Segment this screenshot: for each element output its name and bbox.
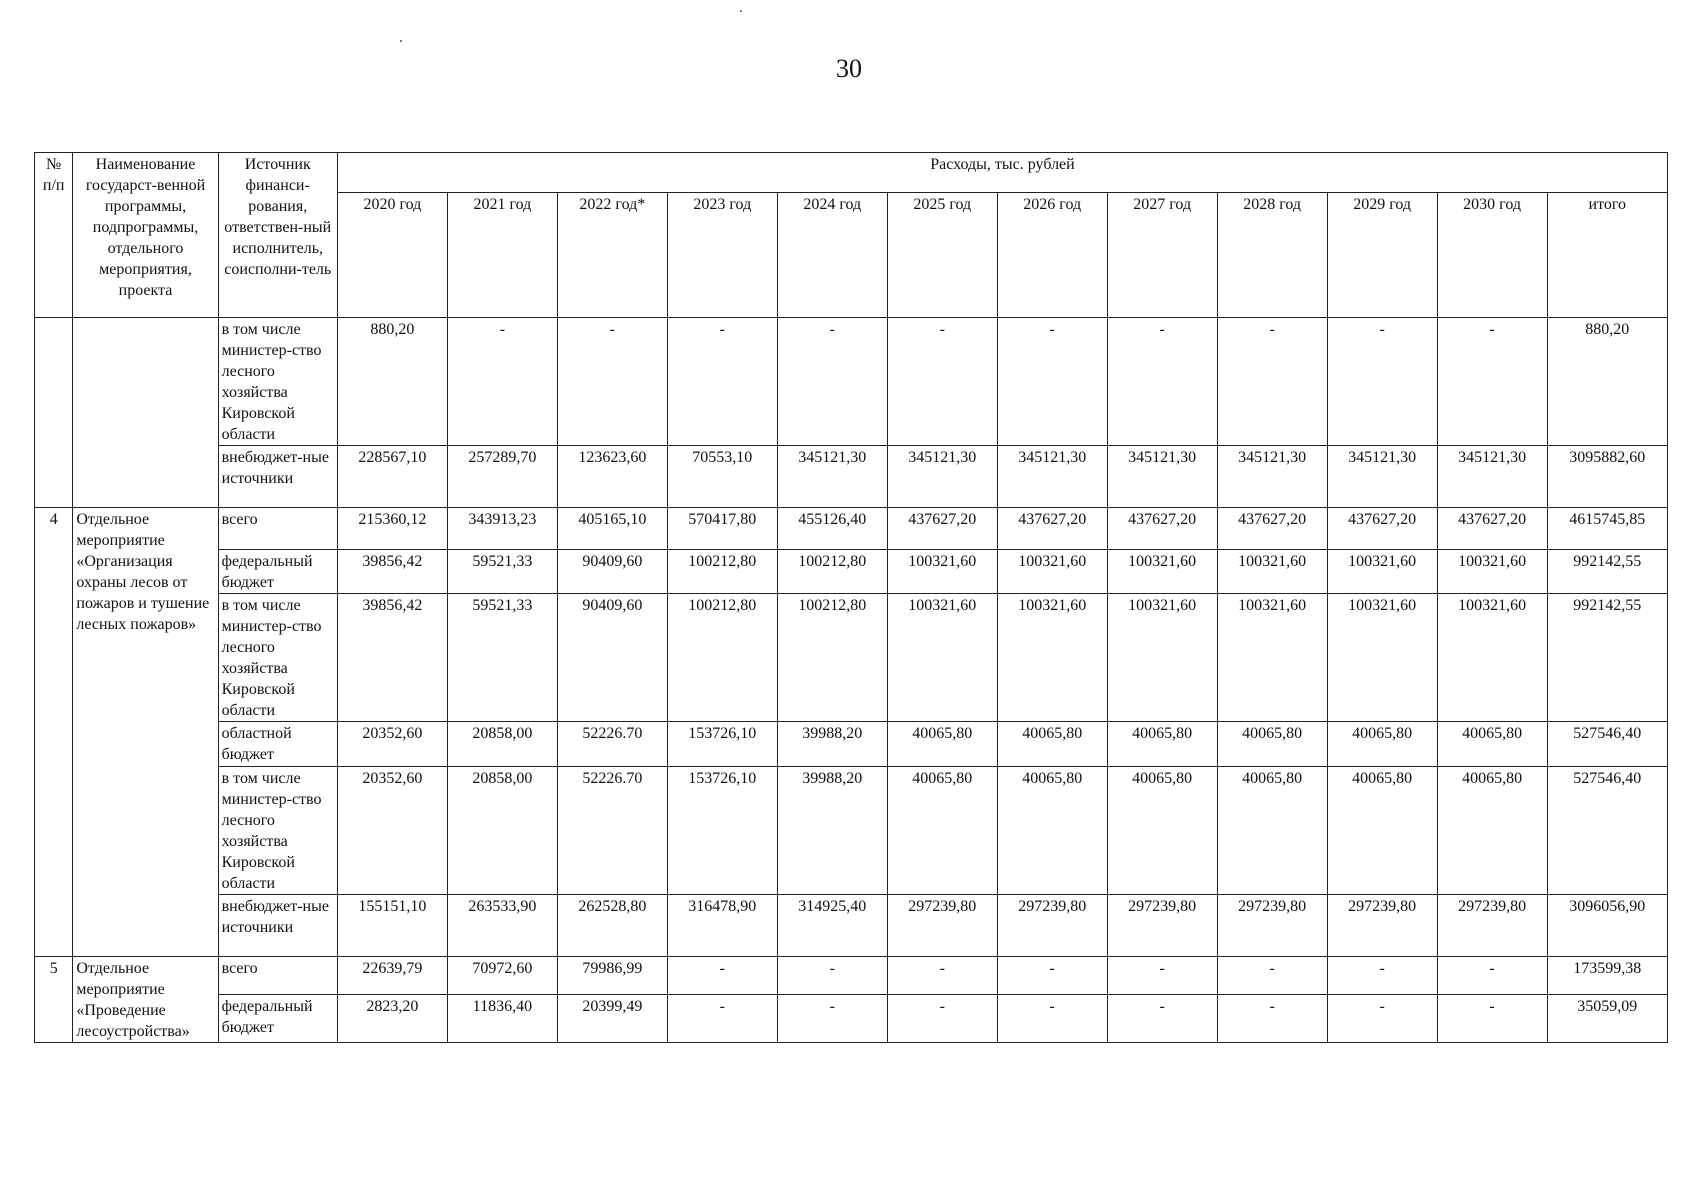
year-value-cell: 52226.70 [557, 722, 667, 767]
year-value-cell: - [887, 318, 997, 446]
year-value-cell: - [1327, 957, 1437, 995]
year-value-cell: - [1437, 318, 1547, 446]
year-value-cell: 100212,80 [667, 594, 777, 722]
year-value-cell: - [1107, 995, 1217, 1043]
year-value-cell: - [1107, 318, 1217, 446]
table-row [35, 722, 1668, 767]
year-value-cell: 40065,80 [997, 722, 1107, 767]
year-value-cell: 345121,30 [1327, 446, 1437, 508]
year-value-cell: - [777, 957, 887, 995]
year-value-cell: 155151,10 [337, 895, 447, 957]
year-value-cell: - [667, 318, 777, 446]
year-value-cell: 39988,20 [777, 722, 887, 767]
year-value-cell: - [887, 995, 997, 1043]
year-value-cell: 314925,40 [777, 895, 887, 957]
total-cell: 4615745,85 [1547, 508, 1667, 550]
year-value-cell: 22639,79 [337, 957, 447, 995]
year-value-cell: - [1107, 957, 1217, 995]
year-value-cell: 100321,60 [1217, 550, 1327, 594]
year-value-cell: - [1217, 995, 1327, 1043]
year-value-cell: 228567,10 [337, 446, 447, 508]
year-value-cell: 297239,80 [1217, 895, 1327, 957]
financing-source: внебюджет-ные источники [218, 895, 337, 957]
total-cell: 992142,55 [1547, 550, 1667, 594]
year-value-cell: 20352,60 [337, 767, 447, 895]
year-value-cell: 345121,30 [1217, 446, 1327, 508]
header-year: 2021 год [447, 193, 557, 318]
year-value-cell: 437627,20 [1107, 508, 1217, 550]
year-value-cell: - [887, 957, 997, 995]
table-row [35, 995, 1668, 1043]
year-value-cell: 345121,30 [887, 446, 997, 508]
year-value-cell: 59521,33 [447, 594, 557, 722]
financing-source: в том числе министер-ство лесного хозяйства Кировской области [218, 594, 337, 722]
header-expenses: Расходы, тыс. рублей [337, 153, 1667, 193]
year-value-cell: 123623,60 [557, 446, 667, 508]
item-name: Отдельное мероприятие «Организация охраны лесов от пожаров и тушение лесных пожаров» [73, 508, 218, 957]
year-value-cell: 437627,20 [887, 508, 997, 550]
year-value-cell: 153726,10 [667, 767, 777, 895]
year-value-cell: 343913,23 [447, 508, 557, 550]
year-value-cell: 40065,80 [1327, 722, 1437, 767]
financing-source: федеральный бюджет [218, 995, 337, 1043]
year-value-cell: 90409,60 [557, 550, 667, 594]
header-year: 2024 год [777, 193, 887, 318]
year-value-cell: 100321,60 [1437, 594, 1547, 722]
header-year: 2026 год [997, 193, 1107, 318]
year-value-cell: 100321,60 [997, 594, 1107, 722]
header-num: № п/п [35, 153, 73, 318]
year-value-cell: 437627,20 [997, 508, 1107, 550]
total-cell: 992142,55 [1547, 594, 1667, 722]
year-value-cell: 297239,80 [887, 895, 997, 957]
table-row [35, 594, 1668, 722]
year-value-cell: - [1327, 318, 1437, 446]
header-row-top [35, 153, 1668, 193]
year-value-cell: 262528,80 [557, 895, 667, 957]
header-year: 2027 год [1107, 193, 1217, 318]
year-value-cell: 20858,00 [447, 722, 557, 767]
year-value-cell: 100321,60 [887, 550, 997, 594]
page-number: 30 [836, 54, 862, 83]
year-value-cell: 40065,80 [1437, 722, 1547, 767]
year-value-cell: 100321,60 [997, 550, 1107, 594]
year-value-cell: 70553,10 [667, 446, 777, 508]
year-value-cell: 153726,10 [667, 722, 777, 767]
year-value-cell: - [557, 318, 667, 446]
year-value-cell: 100321,60 [1217, 594, 1327, 722]
table-row [35, 957, 1668, 995]
financing-source: внебюджет-ные источники [218, 446, 337, 508]
year-value-cell: 297239,80 [1327, 895, 1437, 957]
year-value-cell: 100321,60 [1327, 550, 1437, 594]
year-value-cell: 345121,30 [997, 446, 1107, 508]
year-value-cell: - [447, 318, 557, 446]
year-value-cell: 79986,99 [557, 957, 667, 995]
table-row [35, 550, 1668, 594]
header-year: 2020 год [337, 193, 447, 318]
financing-source: всего [218, 957, 337, 995]
year-value-cell: 100212,80 [667, 550, 777, 594]
table-body [35, 318, 1668, 1043]
financing-source: в том числе министер-ство лесного хозяйства Кировской области [218, 767, 337, 895]
year-value-cell: 100321,60 [887, 594, 997, 722]
year-value-cell: - [1437, 995, 1547, 1043]
year-value-cell: 40065,80 [1217, 722, 1327, 767]
total-cell: 527546,40 [1547, 767, 1667, 895]
year-value-cell: 100212,80 [777, 594, 887, 722]
year-value-cell: - [997, 957, 1107, 995]
table-row [35, 318, 1668, 446]
year-value-cell: 570417,80 [667, 508, 777, 550]
year-value-cell: - [1437, 957, 1547, 995]
year-value-cell: - [1217, 957, 1327, 995]
year-value-cell: 39856,42 [337, 594, 447, 722]
year-value-cell: - [997, 995, 1107, 1043]
year-value-cell: 263533,90 [447, 895, 557, 957]
year-value-cell: - [667, 957, 777, 995]
header-total: итого [1547, 193, 1667, 318]
year-value-cell: 40065,80 [1437, 767, 1547, 895]
year-value-cell: 52226.70 [557, 767, 667, 895]
total-cell: 173599,38 [1547, 957, 1667, 995]
year-value-cell: 40065,80 [887, 767, 997, 895]
financing-source: областной бюджет [218, 722, 337, 767]
year-value-cell: 345121,30 [777, 446, 887, 508]
year-value-cell: 20352,60 [337, 722, 447, 767]
item-number: 5 [35, 957, 73, 1043]
item-number: 4 [35, 508, 73, 957]
year-value-cell: 455126,40 [777, 508, 887, 550]
total-cell: 880,20 [1547, 318, 1667, 446]
header-year: 2023 год [667, 193, 777, 318]
year-value-cell: 40065,80 [1107, 722, 1217, 767]
header-source: Источник финанси-рования, ответствен-ный исполнитель, соисполни-тель [218, 153, 337, 318]
header-year: 2030 год [1437, 193, 1547, 318]
year-value-cell: 297239,80 [997, 895, 1107, 957]
table-row [35, 446, 1668, 508]
table-row [35, 895, 1668, 957]
item-name: Отдельное мероприятие «Проведение лесоустройства» [73, 957, 218, 1043]
year-value-cell: - [997, 318, 1107, 446]
header-year: 2022 год* [557, 193, 667, 318]
year-value-cell: 40065,80 [1107, 767, 1217, 895]
year-value-cell: 90409,60 [557, 594, 667, 722]
item-name [73, 318, 218, 508]
year-value-cell: 11836,40 [447, 995, 557, 1043]
year-value-cell: 100321,60 [1107, 550, 1217, 594]
table-row [35, 508, 1668, 550]
year-value-cell: - [1217, 318, 1327, 446]
table-row [35, 767, 1668, 895]
year-value-cell: 40065,80 [887, 722, 997, 767]
year-value-cell: 100212,80 [777, 550, 887, 594]
year-value-cell: 40065,80 [1327, 767, 1437, 895]
total-cell: 3096056,90 [1547, 895, 1667, 957]
year-value-cell: - [777, 995, 887, 1043]
header-year: 2028 год [1217, 193, 1327, 318]
year-value-cell: 297239,80 [1107, 895, 1217, 957]
header-year: 2029 год [1327, 193, 1437, 318]
year-value-cell: 257289,70 [447, 446, 557, 508]
year-value-cell: 100321,60 [1327, 594, 1437, 722]
financing-source: всего [218, 508, 337, 550]
financing-table [34, 152, 1668, 1043]
year-value-cell: 316478,90 [667, 895, 777, 957]
year-value-cell: 345121,30 [1107, 446, 1217, 508]
total-cell: 35059,09 [1547, 995, 1667, 1043]
year-value-cell: 437627,20 [1437, 508, 1547, 550]
year-value-cell: 437627,20 [1217, 508, 1327, 550]
financing-source: федеральный бюджет [218, 550, 337, 594]
year-value-cell: 40065,80 [1217, 767, 1327, 895]
year-value-cell: 437627,20 [1327, 508, 1437, 550]
year-value-cell: - [777, 318, 887, 446]
item-number [35, 318, 73, 508]
year-value-cell: 405165,10 [557, 508, 667, 550]
financing-source: в том числе министер-ство лесного хозяйства Кировской области [218, 318, 337, 446]
year-value-cell: 20399,49 [557, 995, 667, 1043]
year-value-cell: 70972,60 [447, 957, 557, 995]
total-cell: 3095882,60 [1547, 446, 1667, 508]
year-value-cell: 39856,42 [337, 550, 447, 594]
year-value-cell: 100321,60 [1107, 594, 1217, 722]
year-value-cell: 40065,80 [997, 767, 1107, 895]
year-value-cell: 20858,00 [447, 767, 557, 895]
year-value-cell: 100321,60 [1437, 550, 1547, 594]
header-year: 2025 год [887, 193, 997, 318]
year-value-cell: 215360,12 [337, 508, 447, 550]
year-value-cell: 297239,80 [1437, 895, 1547, 957]
year-value-cell: - [667, 995, 777, 1043]
year-value-cell: 2823,20 [337, 995, 447, 1043]
year-value-cell: 59521,33 [447, 550, 557, 594]
year-value-cell: - [1327, 995, 1437, 1043]
year-value-cell: 345121,30 [1437, 446, 1547, 508]
total-cell: 527546,40 [1547, 722, 1667, 767]
year-value-cell: 39988,20 [777, 767, 887, 895]
year-value-cell: 880,20 [337, 318, 447, 446]
header-name: Наименование государст-венной программы, подпрограммы, отдельного мероприятия, проекта [73, 153, 218, 318]
